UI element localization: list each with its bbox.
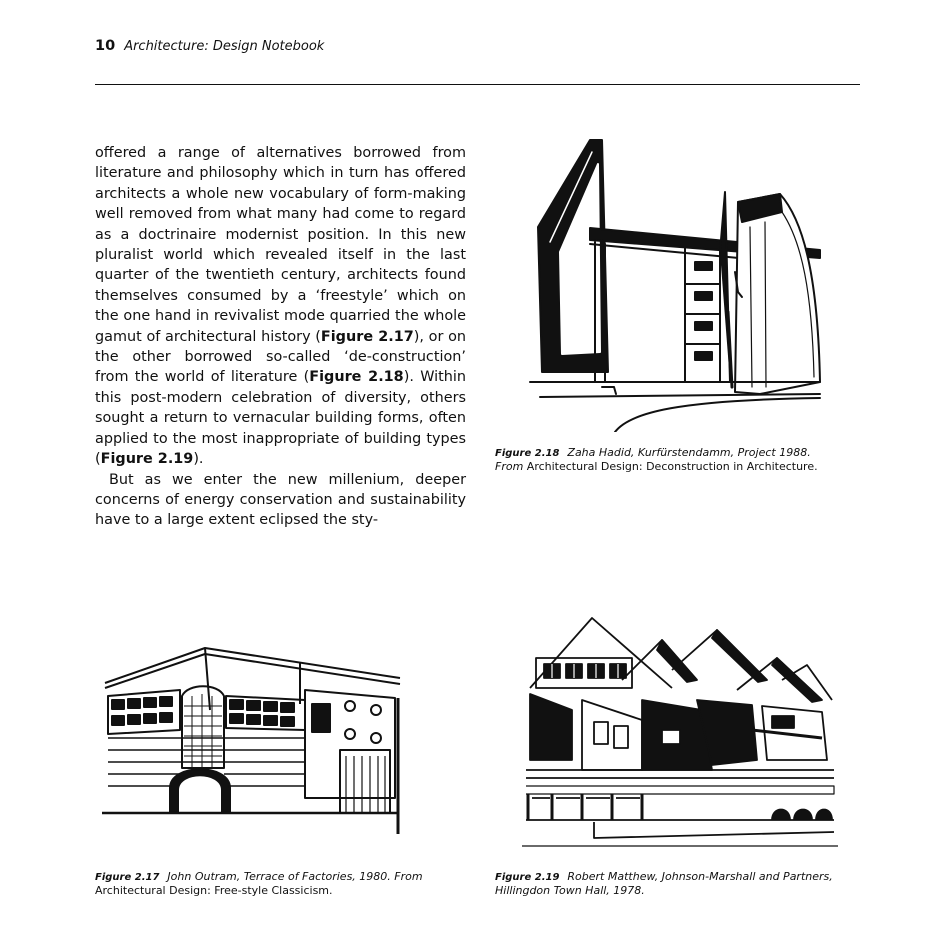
figure-reference-2-18: Figure 2.18 <box>309 369 404 386</box>
figure-reference-2-19: Figure 2.19 <box>100 451 194 468</box>
page-number: 10 <box>95 38 116 54</box>
running-title: Architecture: Design Notebook <box>124 39 325 54</box>
paragraph-2: But as we enter the new millenium, deeper concerns of energy conservation and sustainability have to a large extent eclipsed the sty- <box>95 471 466 529</box>
header-rule <box>95 84 860 85</box>
figure-2-17-label: Figure 2.17 <box>95 872 160 883</box>
running-header <box>95 36 860 58</box>
figure-2-17-illustration <box>100 638 410 838</box>
figure-2-19-illustration <box>522 610 840 852</box>
figure-2-19-label: Figure 2.19 <box>495 872 560 883</box>
figure-reference-2-17: Figure 2.17 <box>320 328 414 345</box>
figure-2-19-caption: Figure 2.19 Robert Matthew, Johnson-Marshall and Partners, Hillingdon Town Hall, 1978. <box>495 870 833 897</box>
figure-2-17-caption: Figure 2.17 John Outram, Terrace of Factories, 1980. From Architectural Design: Free-style Classicism. <box>95 870 423 897</box>
figure-2-18-illustration <box>520 132 840 432</box>
paragraph-1: offered a range of alternatives borrowed from literature and philosophy which in turn has offered architects a whole new vocabulary of form-making well removed from what many had come to regard as a doctrinaire modernist position. In this new pluralist world which revealed itself in the last quarter of the twentieth century, architects found themselves consumed by a ‘freestyle’ which on the one hand in revivalist mode quarried the whole gamut of architectural history (Figure 2.17), or on the other borrowed so-called ‘de-construction’ from the world of literature (Figure 2.18). Within this post-modern celebration of diversity, others sought a return to vernacular building forms, often applied to the most inappropriate of building types (Figure 2.19). <box>95 145 467 468</box>
figure-2-18-label: Figure 2.18 <box>495 448 560 459</box>
body-text <box>95 143 466 531</box>
figure-2-18-caption: Figure 2.18 Zaha Hadid, Kurfürstendamm, Project 1988. From Architectural Design: Deconstruction in Architecture. <box>495 446 818 473</box>
